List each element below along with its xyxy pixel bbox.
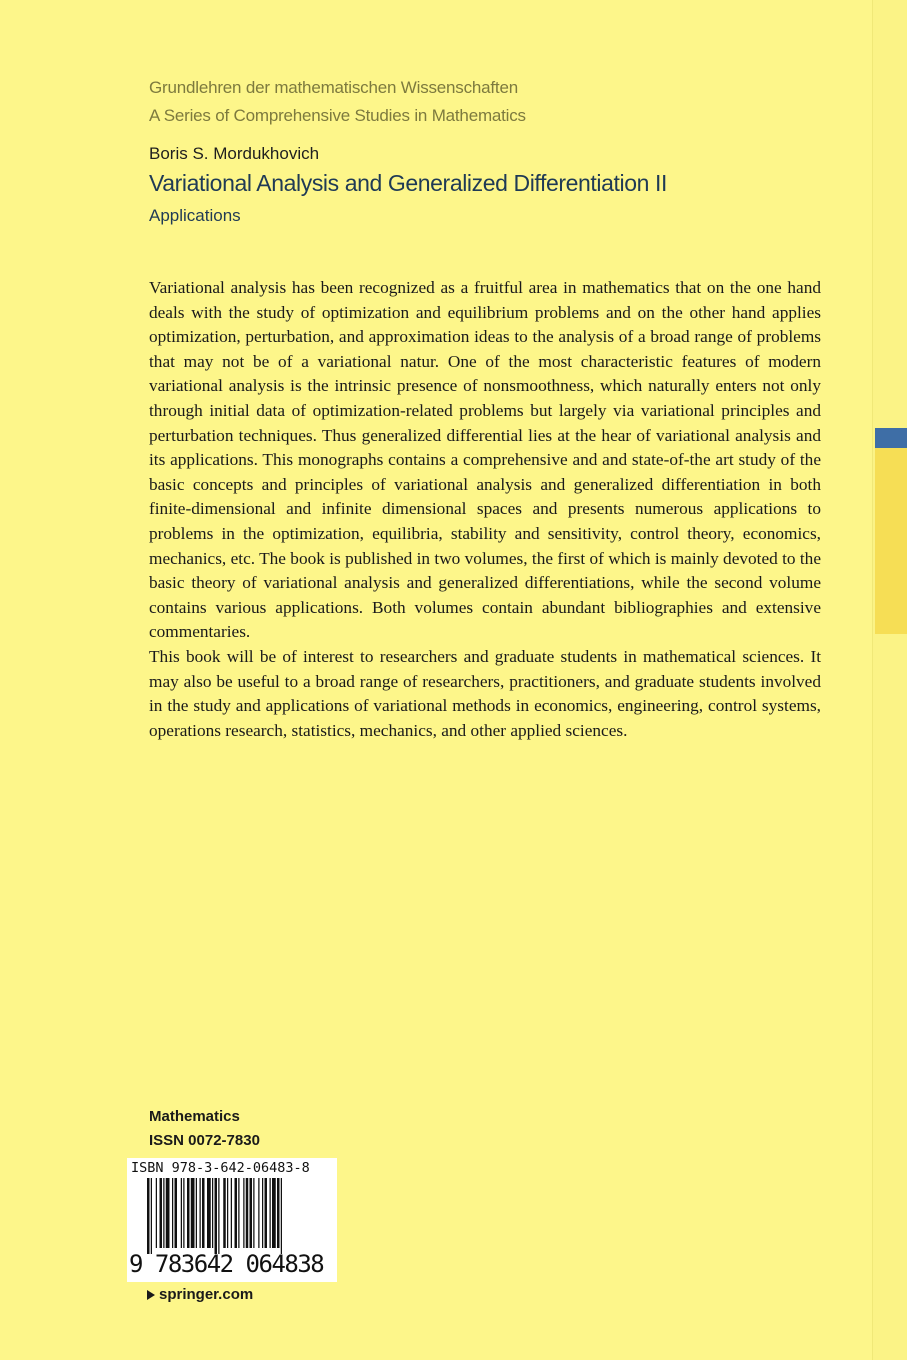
description-paragraph-1: Variational analysis has been recognized as a fruitful area in mathematics that on the one hand deals with the study of optimization and equilibrium problems and on the other hand applies optimization, perturbation, and approximation ideas to the analysis of a broad range of problems that may not be of a variational natur. One of the most characteristic features of modern variational analysis is the intrinsic presence of nonsmoothness, which naturally enters not only through initial data of optimization-related problems but largely via variational principles and perturbation techniques. Thus generalized differential lies at the hear of variational analysis and its applications. This monographs contains a comprehensive and and state-of-the art study of the basic concepts and principles of variational analysis and generalized differentiation in both finite-dimensional and infinite dimensional spaces and presents numerous applications to problems in the optimization, equilibria, stability and sensitivity, control theory, economics, mechanics, etc. The book is published in two volumes, the first of which is mainly devoted to the basic theory of variational analysis and generalized differentiations, while the second volume contains various applications. Both volumes contain abundant bibliographies and extensive commentaries. (149, 278, 821, 642)
barcode-bar (231, 1178, 232, 1248)
barcode-bar (250, 1178, 253, 1248)
barcode-bar (272, 1178, 276, 1248)
barcode-bar (207, 1178, 211, 1248)
barcode-bar (227, 1178, 228, 1248)
barcode-bar (147, 1178, 150, 1254)
book-description (149, 276, 821, 743)
barcode-bar (160, 1178, 163, 1248)
ean-digits: 9 783642 064838 (129, 1250, 324, 1278)
barcode-bar (246, 1178, 249, 1248)
barcode-bar (223, 1178, 226, 1248)
barcode-bar (243, 1178, 244, 1248)
series-subtitle: A Series of Comprehensive Studies in Mathematics (149, 106, 526, 125)
subject-label: Mathematics (149, 1108, 240, 1125)
isbn-text: ISBN 978-3-642-06483-8 (131, 1160, 310, 1176)
issn-label: ISSN 0072-7830 (149, 1132, 260, 1149)
barcode-bar (265, 1178, 268, 1248)
color-tab-blue (875, 428, 907, 448)
series-title: Grundlehren der mathematischen Wissenschaften (149, 78, 518, 97)
barcode-bar (200, 1178, 201, 1248)
barcode-bar (196, 1178, 197, 1248)
barcode-bar (163, 1178, 164, 1248)
barcode-bar (253, 1178, 254, 1248)
barcode-bar (258, 1178, 259, 1248)
description-paragraph-2: This book will be of interest to researchers and graduate students in mathematical sciences. It may also be useful to a broad range of researchers, practitioners, and graduate students involved in the study and applications of variational methods in economics, engineering, control systems, operations research, statistics, mechanics, and other applied sciences. (149, 646, 821, 740)
arrow-right-icon (147, 1290, 155, 1300)
barcode-bar (218, 1178, 219, 1254)
barcode-bar (235, 1178, 238, 1248)
barcode-bar (277, 1178, 280, 1248)
barcode-bar (281, 1178, 282, 1254)
barcode-bar (191, 1178, 195, 1248)
barcode-bar (166, 1178, 170, 1248)
barcode-bar (270, 1178, 271, 1248)
barcode-bar (175, 1178, 178, 1248)
barcode-bar (156, 1178, 157, 1248)
barcode-bar (172, 1178, 173, 1248)
color-tab-gold (875, 448, 907, 634)
barcode-bars (127, 1176, 337, 1254)
barcode-bar (212, 1178, 213, 1248)
barcode-bar (151, 1178, 152, 1254)
barcode-bar (187, 1178, 190, 1248)
cover-edge-strip (872, 0, 907, 1360)
author-name: Boris S. Mordukhovich (149, 144, 320, 163)
book-subtitle: Applications (149, 206, 241, 225)
barcode-bar (183, 1178, 184, 1248)
barcode-bar (215, 1178, 218, 1254)
barcode-bar (238, 1178, 239, 1248)
barcode-bar (202, 1178, 205, 1248)
isbn-barcode (127, 1158, 337, 1282)
barcode-bar (262, 1178, 263, 1248)
publisher-website: springer.com (159, 1286, 254, 1303)
barcode-bar (181, 1178, 182, 1248)
book-title: Variational Analysis and Generalized Differentiation II (149, 170, 667, 196)
publisher-link[interactable] (147, 1286, 253, 1303)
